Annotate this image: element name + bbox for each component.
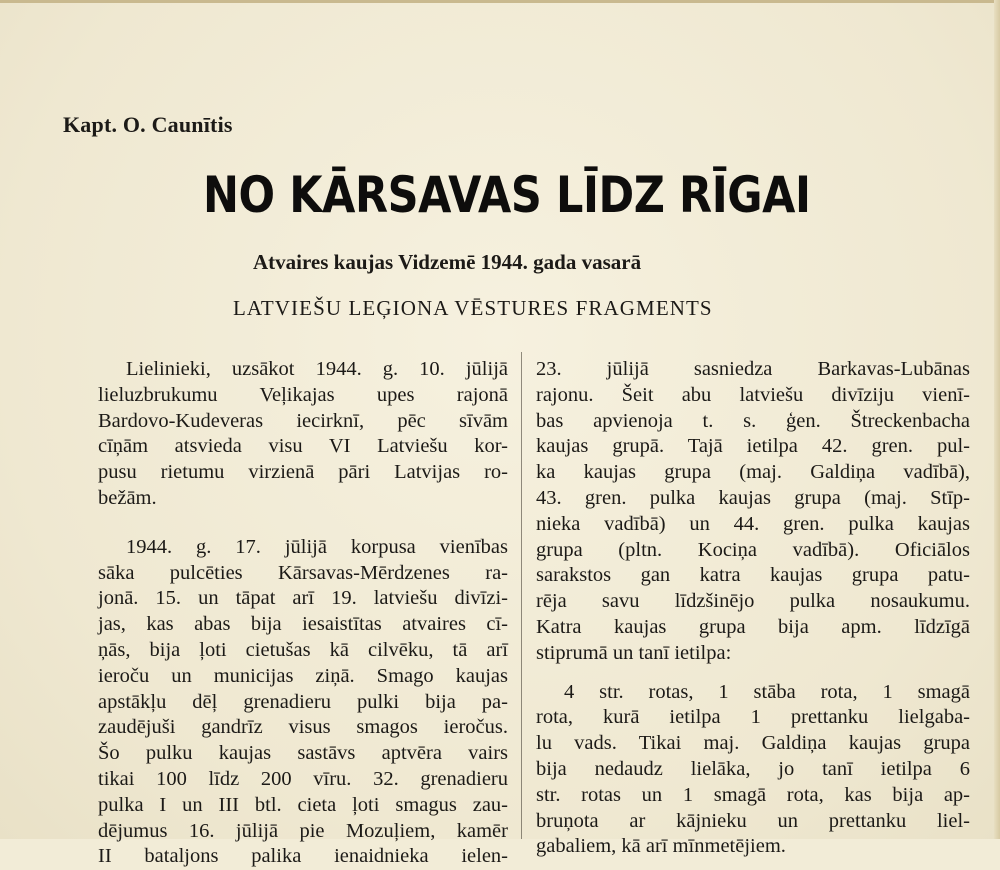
text-line: gabaliem, kā arī mīnmetējiem.: [536, 835, 786, 858]
column-divider: [521, 352, 522, 839]
text-line: bija nedaudz lielāka, jo tanī ietilpa 6: [536, 757, 970, 780]
text-line: Šo pulku kaujas sastāvs aptvēra vairs: [98, 742, 508, 765]
text-line: sāka pulcēties Kārsavas-Mērdzenes ra-: [98, 561, 508, 584]
text-line: cīņām atsvieda visu VI Latviešu kor-: [98, 435, 508, 458]
text-line: lu vads. Tikai maj. Galdiņa kaujas grupa: [536, 732, 970, 755]
text-line: pulka I un III btl. cieta ļoti smagus zau-: [98, 793, 508, 816]
text-line: bruņota ar kājnieku un prettanku liel-: [536, 809, 970, 832]
text-line: lieluzbrukumu Veļikajas upes rajonā: [98, 383, 508, 406]
left-paragraph-1: [98, 357, 508, 512]
right-column: [536, 357, 970, 860]
text-line: jas, kas abas bija iesaistītas atvaires cī-: [98, 613, 508, 636]
left-paragraph-2: [98, 535, 508, 870]
top-edge: [0, 0, 1000, 3]
section-heading: LATVIEŠU LEĢIONA VĒSTURES FRAGMENTS: [233, 296, 713, 320]
text-line: pusu rietumu virzienā pāri Latvijas ro-: [98, 461, 508, 484]
text-line: rota, kurā ietilpa 1 prettanku lielgaba-: [536, 706, 970, 729]
text-line: apstākļu dēļ grenadieru pulki bija pa-: [98, 690, 508, 713]
text-line: 43. gren. pulka kaujas grupa (maj. Stīp-: [536, 486, 970, 509]
text-line: stiprumā un tanī ietilpa:: [536, 641, 732, 664]
text-line: bežām.: [98, 486, 157, 509]
text-line: ka kaujas grupa (maj. Galdiņa vadībā),: [536, 461, 970, 484]
left-column: [98, 357, 508, 870]
page-edge-shadow: [994, 0, 1000, 839]
text-line: 23. jūlijā sasniedza Barkavas-Lubānas: [536, 358, 970, 380]
text-line: ieroču un municijas ziņā. Smago kaujas: [98, 664, 508, 687]
text-line: sarakstos gan katra kaujas grupa patu-: [536, 564, 970, 587]
text-line: grupa (pltn. Kociņa vadībā). Oficiālos: [536, 538, 970, 561]
text-line: rēja savu līdzšinējo pulka nosaukumu.: [536, 590, 970, 613]
text-line: Lielinieki, uzsākot 1944. g. 10. jūlijā: [126, 358, 508, 380]
text-line: 1944. g. 17. jūlijā korpusa vienības: [126, 535, 508, 558]
text-line: zaudējuši gandrīz visus smagos ieročus.: [98, 716, 508, 739]
right-paragraph-1: [536, 357, 970, 667]
text-line: rajonu. Šeit abu latviešu divīziju vienī-: [536, 383, 970, 406]
text-line: II bataljons palika ienaidnieka ielen-: [98, 845, 508, 868]
article-title: NO KĀRSAVAS LĪDZ RĪGAI: [203, 166, 811, 224]
text-line: tikai 100 līdz 200 vīru. 32. grenadieru: [98, 767, 508, 790]
text-line: Katra kaujas grupa bija apm. līdzīgā: [536, 615, 970, 638]
text-line: 4 str. rotas, 1 stāba rota, 1 smagā: [564, 680, 970, 703]
text-line: Bardovo-Kudeveras iecirknī, pēc sīvām: [98, 409, 508, 432]
article-author: Kapt. O. Caunītis: [63, 112, 233, 137]
text-line: nieka vadībā) un 44. gren. pulka kaujas: [536, 512, 970, 535]
text-line: dējumus 16. jūlijā pie Mozuļiem, kamēr: [98, 819, 508, 842]
text-line: kaujas grupā. Tajā ietilpa 42. gren. pul-: [536, 435, 970, 458]
text-line: str. rotas un 1 smagā rota, kas bija ap-: [536, 783, 970, 806]
right-paragraph-2: [536, 680, 970, 861]
text-line: jonā. 15. un tāpat arī 19. latviešu divīzi-: [98, 587, 508, 610]
text-line: bas apvienoja t. s. ģen. Štreckenbacha: [536, 409, 970, 432]
article-subtitle: Atvaires kaujas Vidzemē 1944. gada vasarā: [253, 250, 642, 274]
text-line: ņās, bija ļoti cietušas kā cilvēku, tā arī: [98, 638, 508, 661]
